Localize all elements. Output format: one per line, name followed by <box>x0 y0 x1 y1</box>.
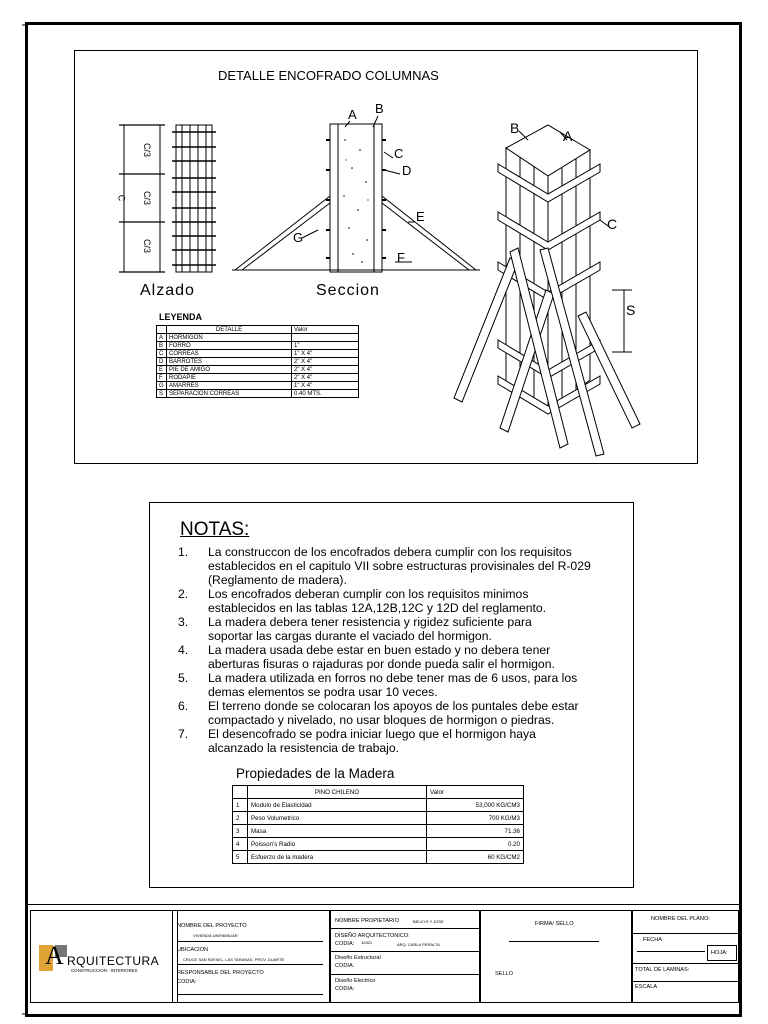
logo-subtitle: CONSTRUCCION - INTERIORES <box>71 968 138 973</box>
legend-row: G AMARRES 1" X 4" <box>157 382 359 390</box>
notes-title: NOTAS: <box>180 519 250 540</box>
legend-row: A HORMIGON <box>157 334 359 342</box>
legend-title: LEYENDA <box>159 312 203 322</box>
diseno-elec-label: Diseño Electrico <box>335 978 376 984</box>
nombre-proyecto-value: VIVIENDA UNIFAMILIAR <box>193 933 238 938</box>
drawing-title: DETALLE ENCOFRADO COLUMNAS <box>218 68 439 83</box>
logo-cell <box>30 910 178 1003</box>
firma-label: FIRMA/ SELLO <box>535 921 574 927</box>
codia-label: CODIA: <box>177 979 197 985</box>
total-laminas-label: TOTAL DE LAMINAS: <box>635 967 690 973</box>
callout-s-iso: S <box>626 302 636 318</box>
fecha-label: FECHA <box>643 937 662 943</box>
diseno-est-label: Diseño Estructural <box>335 955 381 961</box>
designers-cell <box>330 910 480 1003</box>
callout-c-iso: C <box>607 216 618 232</box>
callout-a-section: A <box>348 107 357 122</box>
dim-label-c: C <box>116 194 127 202</box>
callout-a-iso: A <box>563 128 573 144</box>
codia-elec-label: CODIA: <box>335 986 355 992</box>
view-label-alzado: Alzado <box>140 282 195 299</box>
properties-col-valor: Valor <box>427 786 524 799</box>
properties-header-row <box>233 786 524 799</box>
properties-row: 1 Modulo de Elasticidad 53,000 KG/CM3 <box>233 799 524 812</box>
dim-label-c3-bottom: C/3 <box>142 238 153 254</box>
callout-c-section: C <box>394 146 404 161</box>
properties-row: 5 Esfuerzo de la madera 60 KG/CM2 <box>233 851 524 864</box>
diseno-arq-label: DISEÑO ARQUITECTONICO: <box>335 933 410 939</box>
legend-row: B FORRO 1" <box>157 342 359 350</box>
escala-label: ESCALA <box>635 984 658 990</box>
properties-col-material: PINO CHILENO <box>248 786 427 799</box>
view-label-seccion: Seccion <box>316 282 380 299</box>
callout-b-section: B <box>375 101 384 116</box>
callout-e-section: E <box>416 209 425 224</box>
legend-row: E PIE DE AMIGO 2" X 4" <box>157 366 359 374</box>
title-block <box>25 904 742 1018</box>
hoja-label: HOJA: <box>711 950 728 956</box>
dim-label-c3-top: C/3 <box>142 142 153 158</box>
notes-frame: NOTAS: 1. La construccon de los encofrados debera cumplir con los requisitos establecidos en el capitulo VII sobre estructuras provisinales del R-029 (Reglamento de madera). 2. Los encofrados deberan cumplir con los requisitos minimos establecidos en las tablas 12A,12B,12C y 12D del reglamento. 3. La madera debera tener resistencia y rigidez suficiente para soportar las cargas durante el vaciado del hormigon. 4. La madera usada debe estar en buen estado y no debera tener aberturas fisuras o rajaduras por donde pueda salir el hormigon. 5. La madera utilizada en forros no debe tener mas de 6 usos, para los demas elementos se podra usar 10 veces. 6. El terreno donde se colocaran los apoyos de los puntales debe estar compactado y nivelado, no usar bloques de hormigon o piedras. 7. El desencofrado se podra iniciar luego que el hormigon haya alcanzado la resistencia de trabajo. Propiedades de la Madera <box>149 502 634 888</box>
legend-col-detalle: DETALLE <box>167 326 292 334</box>
dim-label-c3-mid: C/3 <box>142 190 153 206</box>
callout-d-section: D <box>402 163 412 178</box>
ubicacion-value: CRUCE SAN RAFAEL, LAS TARANAS, PROV. DUARTE <box>183 957 285 962</box>
properties-title: Propiedades de la Madera <box>236 766 395 781</box>
codia-arq-value: 10321 <box>361 940 373 945</box>
logo-letter: A <box>45 941 64 970</box>
properties-row: 3 Masa 71.36 <box>233 825 524 838</box>
legend-row: C CORREAS 1" X 4" <box>157 350 359 358</box>
nombre-proyecto-label: NOMBRE DEL PROYECTO <box>177 923 247 929</box>
codia-arq-label: CODIA: <box>335 941 355 947</box>
properties-row: 2 Peso Volumetrico 700 KG/M3 <box>233 812 524 825</box>
legend-col-valor: Valor <box>292 326 359 334</box>
callout-b-iso: B <box>510 120 520 136</box>
firma-cell <box>480 910 632 1003</box>
drawing-frame <box>74 50 698 464</box>
plano-cell <box>632 910 739 1003</box>
ubicacion-label: UBICACION <box>177 947 209 953</box>
callout-g-section: G <box>293 230 304 245</box>
propietario-value: BELKYS Y JOSE <box>413 919 444 924</box>
sello-label: SELLO <box>495 971 514 977</box>
arq-name: ARQ. CARLA PERALTA <box>397 942 440 947</box>
properties-row: 4 Poisson's Radio 0.20 <box>233 838 524 851</box>
legend-table <box>156 325 359 398</box>
legend-header-row <box>157 326 359 334</box>
responsable-label: RESPONSABLE DEL PROYECTO <box>177 970 264 976</box>
codia-est-label: CODIA: <box>335 963 355 969</box>
logo-name: RQUITECTURA <box>67 954 160 968</box>
properties-table <box>232 785 524 864</box>
propietario-label: NOMBRE PROPIETARIO <box>335 918 399 924</box>
nombre-plano-label: NOMBRE DEL PLANO: <box>651 916 710 922</box>
legend-row: S SEPARACION CORREAS 0.40 MTS. <box>157 390 359 398</box>
legend-row: F RODAPIE 2" X 4" <box>157 374 359 382</box>
legend-row: D BARROTES 2" X 4" <box>157 358 359 366</box>
project-cell <box>172 910 330 1003</box>
callout-f-section: F <box>397 250 405 265</box>
